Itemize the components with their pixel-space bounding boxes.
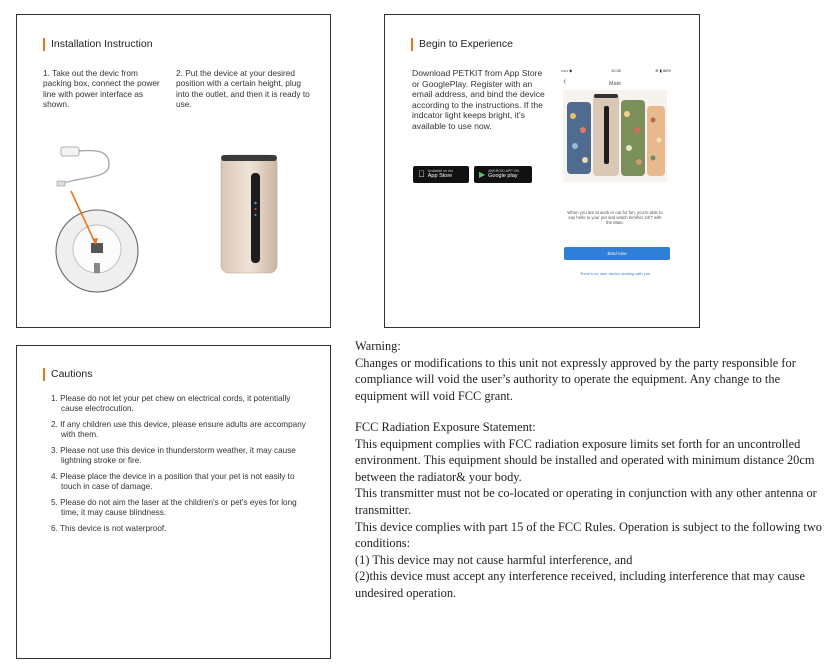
bind-now-button[interactable]: Bind now — [564, 247, 670, 260]
radiation-paragraph-3: This device complies with part 15 of the FCC Rules. Operation is subject to the following two — [355, 519, 822, 534]
warning-title: Warning: — [355, 339, 401, 353]
experience-panel — [384, 14, 700, 328]
experience-body: Download PETKIT from App Store or GooglePlay. Register with an email address, and bind the device according to the instructions. If the indcator light keeps bright, it's available to use now. — [412, 68, 545, 131]
caution-item: 6. This device is not waterproof. — [51, 524, 167, 533]
experience-title: Begin to Experience — [411, 38, 513, 51]
google-play-badge[interactable]: ▶ ANDROID APP ON Google play — [474, 166, 532, 183]
caution-item: 3. Please not use this device in thunderstorm weather, it may cause lightning stroke or fire. — [51, 446, 296, 465]
caution-item: 1. Please do not let your pet chew on electrical cords, it potentially cause electrocution. — [51, 394, 291, 413]
device-sharing-link[interactable]: There's no user device sharing with you — [579, 271, 651, 276]
cautions-title: Cautions — [43, 368, 92, 381]
fcc-radiation-section — [355, 419, 823, 602]
installation-step-1: 1. Take out the devic from packing box, connect the power line with power interface as shown. — [43, 68, 160, 110]
phone-caption: When you are at work or out for fun, you're able to say hello to your pet and watch him/her 24/7 with the Mate. — [567, 210, 663, 226]
phone-status-bar: ••••• ◆ 10:30 ⊕ ▮ 88% — [561, 68, 671, 73]
radiation-paragraph-5: (1) This device may not cause harmful interference, and — [355, 552, 633, 567]
installation-panel — [16, 14, 331, 328]
fcc-warning-section — [355, 338, 823, 404]
cautions-panel — [16, 345, 331, 659]
installation-title: Installation Instruction — [43, 38, 153, 51]
apple-icon — [418, 171, 425, 178]
play-icon: ▶ — [479, 170, 486, 179]
radiation-title: FCC Radiation Exposure Statement: — [355, 420, 536, 434]
google-play-label: Google play — [488, 173, 518, 179]
radiation-paragraph-6: (2)this device must accept any interference received, including interference that may cause undesired operation. — [355, 569, 805, 600]
product-photo — [563, 90, 667, 182]
back-icon[interactable]: ‹ — [563, 76, 567, 87]
caution-item: 4. Please place the device in a position that your pet is not easily to touch in case of damage. — [51, 472, 295, 491]
radiation-paragraph-2: This transmitter must not be co-located or operating in conjunction with any other antenna or transmitter. — [355, 486, 817, 517]
camera-device-illustration — [215, 151, 285, 301]
caution-item: 5. Please do not aim the laser at the children's or pet's eyes for long time, it may cause blindness. — [51, 498, 297, 517]
caution-item: 2. If any children use this device, please ensure adults are accompany with them. — [51, 420, 306, 439]
phone-title: Mate — [608, 81, 622, 87]
radiation-paragraph-1: This equipment complies with FCC radiation exposure limits set forth for an uncontrolled environment. This equipment should be installed and operated with minimum distance 20cm between the radiator& your body. — [355, 436, 815, 484]
app-store-badge[interactable]: Available on the App Store — [413, 166, 469, 183]
app-store-label: App Store — [421, 173, 446, 179]
power-cable-illustration — [47, 143, 157, 293]
radiation-paragraph-4: conditions: — [355, 536, 411, 551]
installation-step-2: 2. Put the device at your desired position with a certain height, plug into the outlet, and then it is ready to use. — [176, 68, 310, 110]
warning-body: Changes or modifications to this unit not expressly approved by the party responsible for compliance will void the user’s authority to operate the equipment. Any change to the equipment will void FCC grant. — [355, 355, 796, 403]
phone-screen — [553, 62, 677, 277]
cautions-list — [51, 394, 311, 540]
